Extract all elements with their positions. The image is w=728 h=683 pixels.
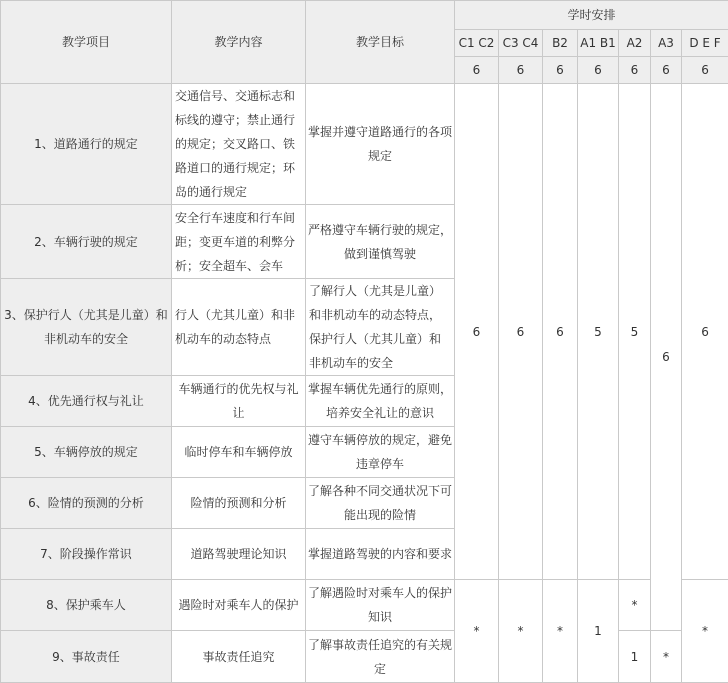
hours-a2: 6 [619, 57, 651, 84]
row-content: 事故责任追究 [172, 631, 306, 683]
row-goal: 了解行人（尤其是儿童）和非机动车的动态特点，保护行人（尤其儿童）和非机动车的安全 [306, 279, 455, 376]
table-row [1, 580, 728, 631]
row-content: 临时停车和车辆停放 [172, 427, 306, 478]
row-project: 5、车辆停放的规定 [1, 427, 172, 478]
row-project: 6、险情的预测的分析 [1, 478, 172, 529]
hours-main-c1c2: 6 [455, 84, 499, 580]
license-a3: A3 [651, 30, 682, 57]
row-goal: 严格遵守车辆行驶的规定，做到谨慎驾驶 [306, 205, 455, 279]
row-goal: 掌握并遵守道路通行的各项规定 [306, 84, 455, 205]
hours-main-def: 6 [682, 84, 728, 580]
license-b2: B2 [543, 30, 578, 57]
license-c1c2: C1 C2 [455, 30, 499, 57]
hours-row8-a2: * [619, 580, 651, 631]
license-c3c4: C3 C4 [499, 30, 543, 57]
license-a2: A2 [619, 30, 651, 57]
row-project: 7、阶段操作常识 [1, 529, 172, 580]
table-row [1, 631, 728, 683]
hours-main-c3c4: 6 [499, 84, 543, 580]
row-project: 3、保护行人（尤其是儿童）和非机动车的安全 [1, 279, 172, 376]
row-content: 交通信号、交通标志和标线的遵守；禁止通行的规定；交叉路口、铁路道口的通行规定；环岛的通行规定 [172, 84, 306, 205]
row-project: 8、保护乘车人 [1, 580, 172, 631]
hours-tail-def: * [682, 580, 728, 683]
hours-main-a1b1: 5 [578, 84, 619, 580]
row-goal: 了解遇险时对乘车人的保护知识 [306, 580, 455, 631]
license-a1b1: A1 B1 [578, 30, 619, 57]
hours-tail-a1b1: 1 [578, 580, 619, 683]
row-content: 遇险时对乘车人的保护 [172, 580, 306, 631]
hours-main-b2: 6 [543, 84, 578, 580]
hours-row9-a3: * [651, 631, 682, 683]
row-goal: 掌握道路驾驶的内容和要求 [306, 529, 455, 580]
row-project: 1、道路通行的规定 [1, 84, 172, 205]
row-content: 行人（尤其儿童）和非机动车的动态特点 [172, 279, 306, 376]
table-row [1, 84, 728, 205]
license-def: D E F [682, 30, 728, 57]
hours-a1b1: 6 [578, 57, 619, 84]
hours-main-a2: 5 [619, 84, 651, 580]
header-schedule: 学时安排 [455, 1, 728, 30]
row-goal: 遵守车辆停放的规定，避免违章停车 [306, 427, 455, 478]
hours-b2: 6 [543, 57, 578, 84]
row-goal: 掌握车辆优先通行的原则，培养安全礼让的意识 [306, 376, 455, 427]
hours-def: 6 [682, 57, 728, 84]
row-project: 4、优先通行权与礼让 [1, 376, 172, 427]
hours-tail-c1c2: * [455, 580, 499, 683]
row-goal: 了解事故责任追究的有关规定 [306, 631, 455, 683]
row-goal: 了解各种不同交通状况下可能出现的险情 [306, 478, 455, 529]
row-content: 安全行车速度和行车间距；变更车道的利弊分析；安全超车、会车 [172, 205, 306, 279]
row-content: 险情的预测和分析 [172, 478, 306, 529]
hours-c1c2: 6 [455, 57, 499, 84]
hours-c3c4: 6 [499, 57, 543, 84]
header-content: 教学内容 [172, 1, 306, 84]
hours-row9-a2: 1 [619, 631, 651, 683]
row-content: 车辆通行的优先权与礼让 [172, 376, 306, 427]
header-goal: 教学目标 [306, 1, 455, 84]
row-project: 2、车辆行驶的规定 [1, 205, 172, 279]
hours-a3: 6 [651, 57, 682, 84]
hours-main-a3: 6 [651, 84, 682, 631]
row-content: 道路驾驶理论知识 [172, 529, 306, 580]
hours-tail-c3c4: * [499, 580, 543, 683]
header-row [1, 1, 728, 30]
hours-tail-b2: * [543, 580, 578, 683]
header-project: 教学项目 [1, 1, 172, 84]
row-project: 9、事故责任 [1, 631, 172, 683]
